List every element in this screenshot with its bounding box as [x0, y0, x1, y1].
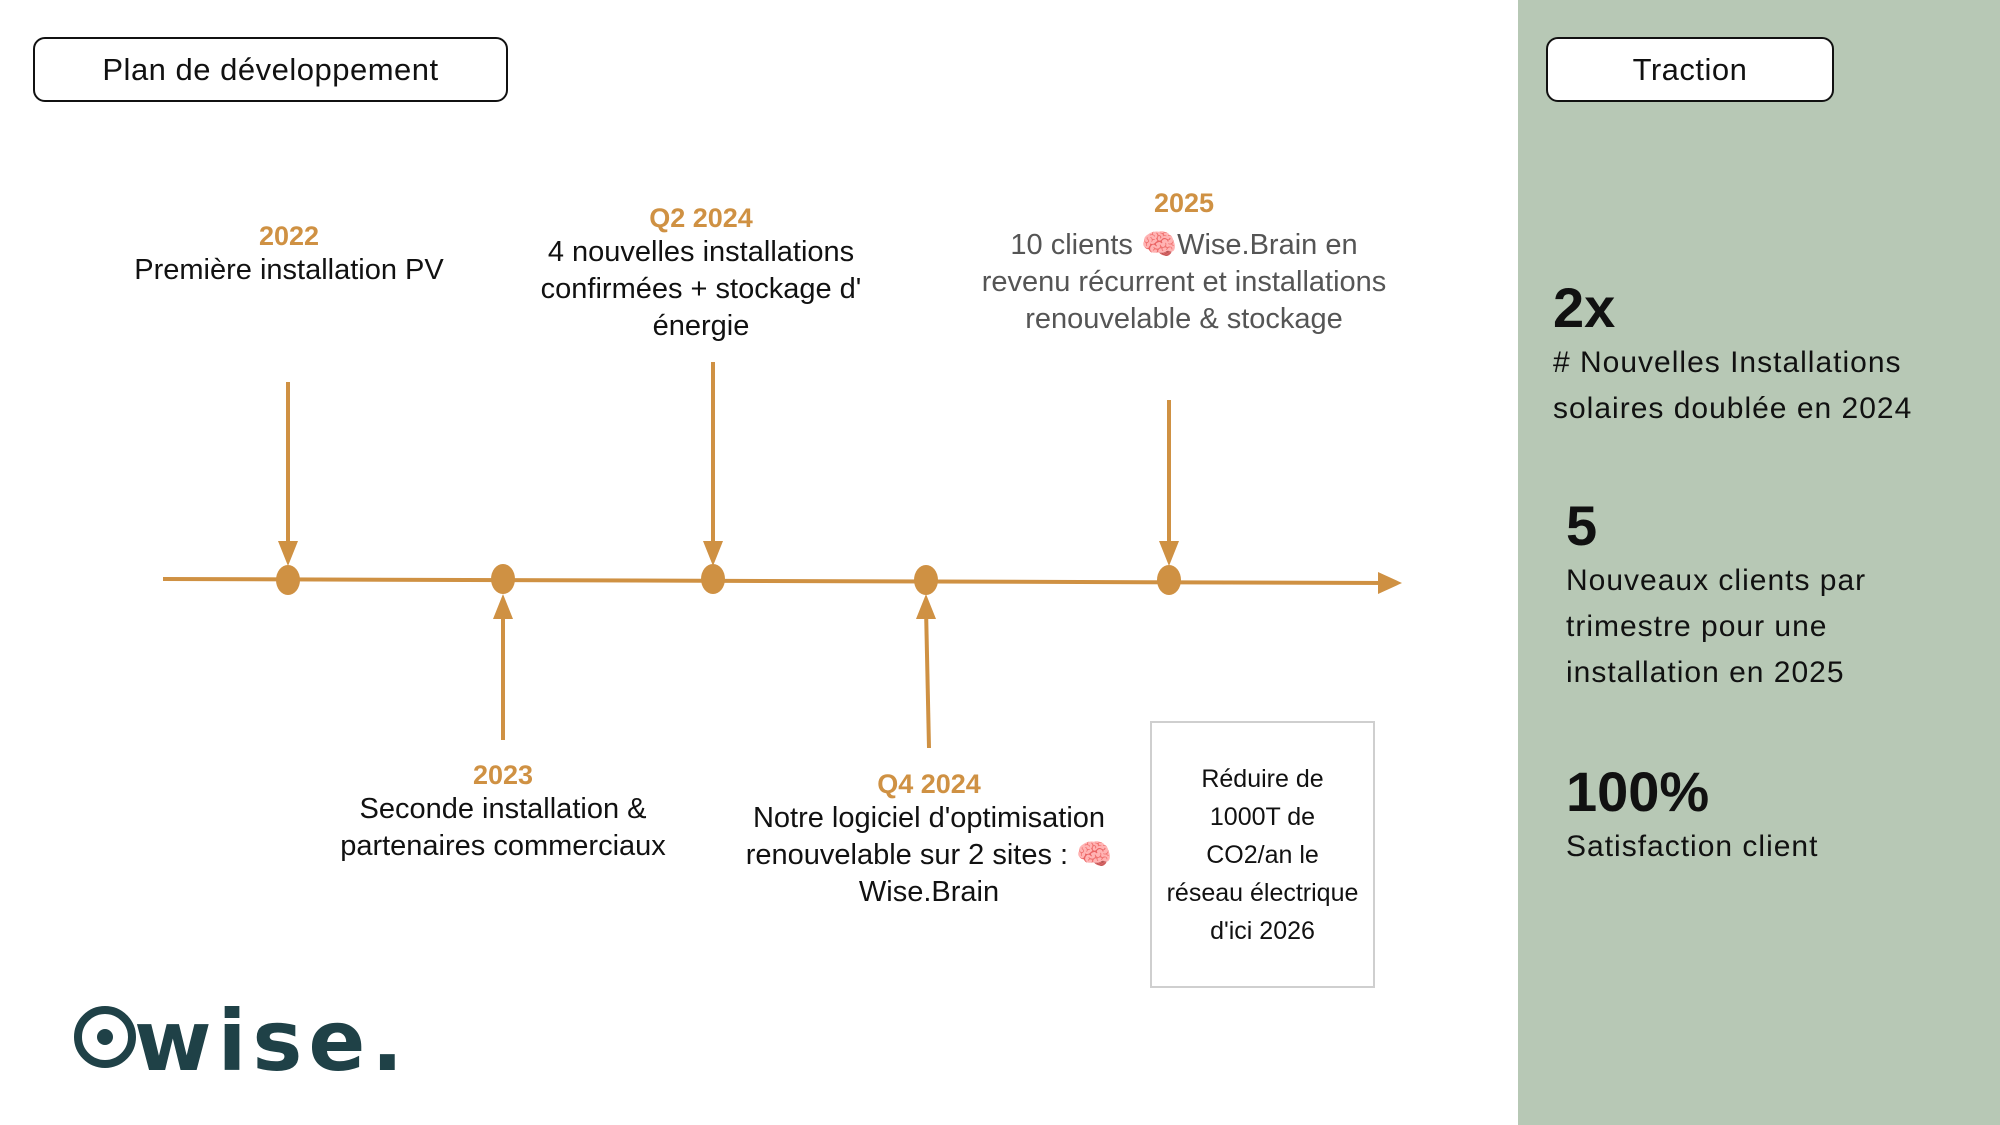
- milestone-dot-q2-2024: [701, 564, 725, 594]
- milestone-dot-q4-2024: [914, 565, 938, 595]
- plan-de-developpement-label: Plan de développement: [33, 37, 508, 102]
- milestone-dot-2025: [1157, 565, 1181, 595]
- timeline-axis: [163, 579, 1390, 583]
- event-year: 2023: [472, 760, 534, 790]
- arrowhead-2022: [278, 541, 298, 566]
- arrowhead-q2-2024: [703, 541, 723, 566]
- stat-installations: [1553, 278, 1993, 432]
- event-year: 2022: [258, 221, 320, 251]
- stat-label: Satisfaction client: [1566, 830, 1819, 863]
- milestone-dot-2022: [276, 565, 300, 595]
- stat-label: # Nouvelles Installations solaires doublée en 2024: [1553, 346, 1913, 425]
- stat-value: 5: [1566, 494, 1598, 557]
- event-q4-2024: [740, 769, 1118, 911]
- event-year: Q2 2024: [649, 203, 753, 233]
- event-description: 4 nouvelles installations confirmées + stockage d' énergie: [540, 236, 862, 342]
- event-year: 2025: [1153, 188, 1215, 218]
- arrowhead-2025: [1159, 541, 1179, 566]
- stat-label: Nouveaux clients par trimestre pour une installation en 2025: [1566, 564, 1867, 689]
- wise-logo-wordmark: wise.: [134, 992, 410, 1090]
- event-2023: [338, 760, 668, 865]
- stat-value: 100%: [1566, 760, 1710, 823]
- event-2022: [129, 221, 449, 289]
- event-description: Première installation PV: [134, 254, 444, 286]
- stat-value: 2x: [1553, 276, 1616, 339]
- goal-box: [1150, 721, 1375, 988]
- axis-arrowhead: [1378, 572, 1402, 594]
- milestone-dot-2023: [491, 564, 515, 594]
- event-description: Seconde installation & partenaires commerciaux: [340, 793, 666, 862]
- goal-text: Réduire de 1000T de CO2/an le réseau électrique d'ici 2026: [1166, 764, 1359, 945]
- event-description: Notre logiciel d'optimisation renouvelable sur 2 sites : 🧠 Wise.Brain: [745, 802, 1113, 908]
- event-2025: [974, 188, 1394, 338]
- traction-label: Traction: [1546, 37, 1834, 102]
- arrowhead-q4-2024: [916, 594, 936, 619]
- stat-clients: [1566, 496, 1986, 696]
- event-q2-2024: [515, 203, 887, 345]
- wise-logo-icon: [72, 1004, 138, 1070]
- arrowhead-2023: [493, 594, 513, 619]
- event-year: Q4 2024: [877, 769, 981, 799]
- arrow-q4-2024: [926, 608, 929, 748]
- stat-satisfaction: [1566, 762, 1986, 870]
- event-description: 10 clients 🧠Wise.Brain en revenu récurrent et installations renouvelable & stockage: [981, 229, 1387, 335]
